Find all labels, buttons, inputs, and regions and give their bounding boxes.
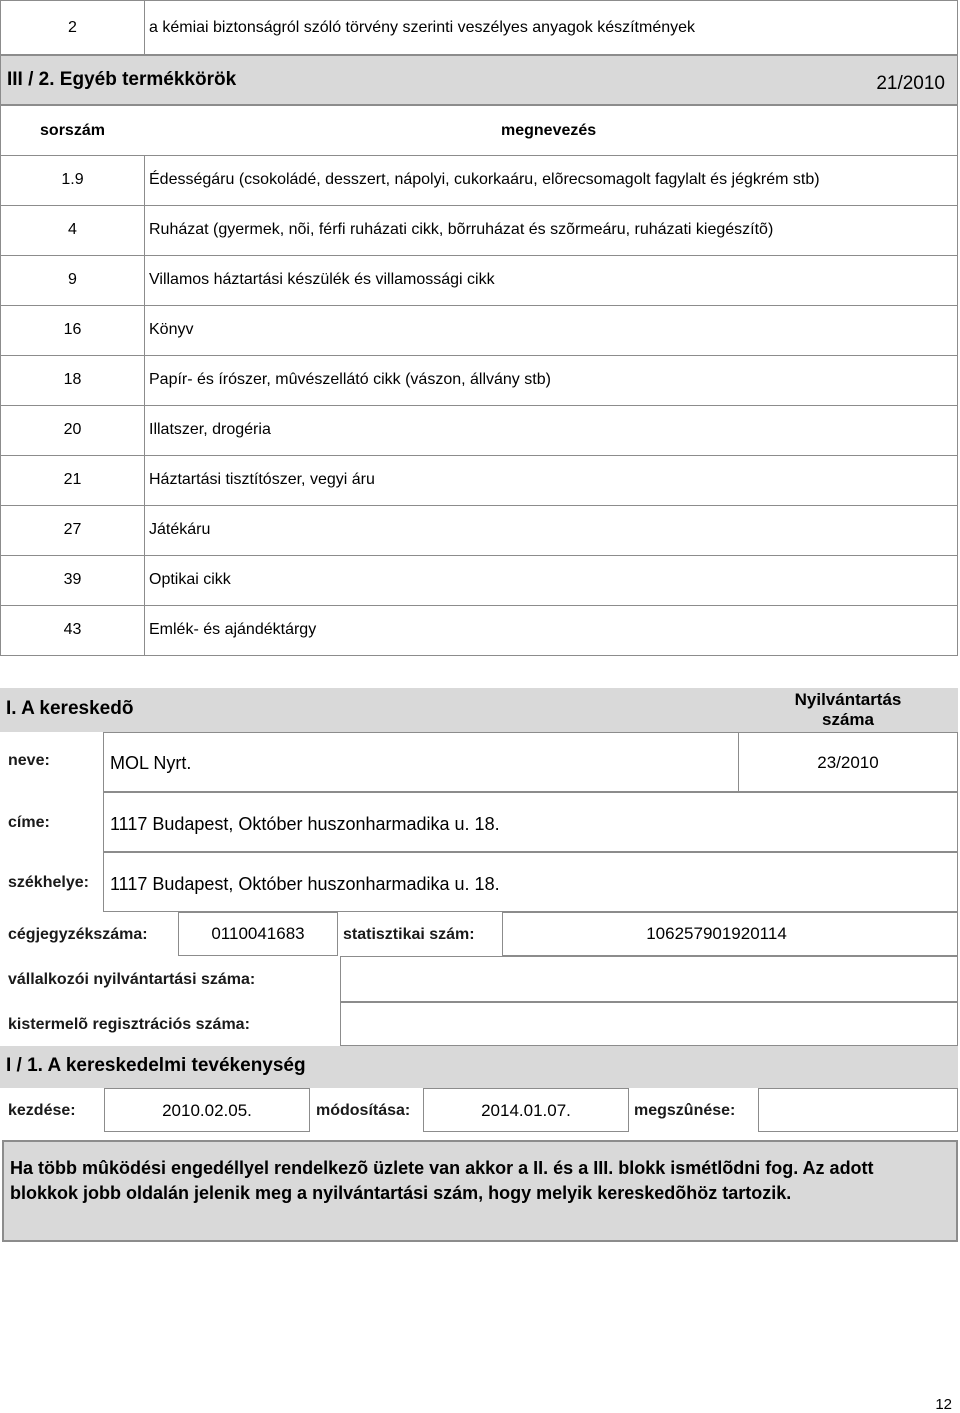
column-header-row [0, 105, 958, 155]
column-header-number: sorszám [40, 122, 105, 139]
product-row-name: Optikai cikk [149, 571, 231, 588]
top-row-number: 2 [68, 19, 77, 36]
product-row-number: 39 [63, 571, 82, 588]
note-text: Ha több mûködési engedéllyel rendelkezõ üzlete van akkor a II. és a III. blokk ismétlõdni fog. Az adott blokkok jobb oldalán jelenik meg a nyilvántartási szám, hogy melyik kereskedõhöz tartozik. [10, 1158, 874, 1203]
name-label: neve: [8, 752, 50, 769]
start-label: kezdése: [8, 1102, 76, 1119]
product-row [0, 455, 958, 506]
section-3-2-reg-number: 21/2010 [876, 73, 945, 94]
product-row-number: 27 [63, 521, 82, 538]
product-row [0, 205, 958, 256]
seat-field [103, 852, 958, 912]
product-row-number: 43 [63, 621, 82, 638]
reg-value: 23/2010 [817, 753, 879, 772]
top-row-text: a kémiai biztonságról szóló törvény szerinti veszélyes anyagok készítmények [149, 19, 696, 36]
stat-field [502, 912, 958, 956]
name-field [103, 732, 739, 792]
address-field [103, 792, 958, 852]
reg-field [738, 732, 958, 792]
product-row [0, 555, 958, 606]
product-row-name: Illatszer, drogéria [149, 421, 271, 438]
modified-label: módosítása: [316, 1102, 411, 1119]
product-row-number: 18 [63, 371, 82, 388]
activity-title: I / 1. A kereskedelmi tevékenység [6, 1055, 306, 1076]
product-row [0, 355, 958, 406]
modified-field [423, 1088, 629, 1132]
company-reg-field [178, 912, 338, 956]
trader-reg-header [738, 688, 958, 732]
stat-label: statisztikai szám: [343, 926, 475, 943]
producer-label: kistermelõ regisztrációs száma: [8, 1016, 250, 1033]
start-field [104, 1088, 310, 1132]
end-label: megszûnése: [634, 1102, 736, 1119]
activity-header [0, 1046, 958, 1088]
trader-reg-header-line1: Nyilvántartás [794, 690, 902, 709]
stat-value: 106257901920114 [646, 924, 787, 943]
name-value: MOL Nyrt. [110, 753, 192, 773]
end-field [758, 1088, 958, 1132]
product-row-divider [144, 606, 145, 655]
product-row-number: 16 [63, 321, 82, 338]
top-row-divider [144, 1, 145, 54]
trader-title: I. A kereskedõ [6, 698, 134, 719]
product-row-divider [144, 156, 145, 205]
product-row-divider [144, 506, 145, 555]
entrepreneur-label: vállalkozói nyilvántartási száma: [8, 971, 256, 988]
product-row [0, 155, 958, 206]
trader-reg-header-line2: száma [822, 710, 874, 729]
product-row-number: 20 [63, 421, 82, 438]
column-header-name: megnevezés [501, 122, 597, 139]
company-reg-label: cégjegyzékszáma: [8, 926, 148, 943]
product-row-name: Ruházat (gyermek, nõi, férfi ruházati cikk, bõrruházat és szõrmeáru, ruházati kiegészítõ) [149, 221, 774, 238]
seat-value: 1117 Budapest, Október huszonharmadika u. 18. [110, 874, 500, 894]
address-value: 1117 Budapest, Október huszonharmadika u. 18. [110, 814, 500, 834]
address-label: címe: [8, 814, 50, 831]
seat-label: székhelye: [8, 874, 89, 891]
product-row-number: 21 [63, 471, 82, 488]
company-reg-value: 0110041683 [211, 924, 305, 943]
product-row [0, 605, 958, 656]
section-3-2-header [0, 55, 958, 105]
entrepreneur-field [340, 956, 958, 1002]
product-row-divider [144, 406, 145, 455]
product-row-divider [144, 356, 145, 405]
section-3-2-title: III / 2. Egyéb termékkörök [7, 69, 237, 90]
product-row-name: Papír- és írószer, mûvészellátó cikk (vászon, állvány stb) [149, 371, 551, 388]
product-row-name: Könyv [149, 321, 194, 338]
product-row-number: 4 [68, 221, 77, 238]
producer-field [340, 1002, 958, 1046]
product-row-name: Játékáru [149, 521, 211, 538]
product-row [0, 405, 958, 456]
product-row-divider [144, 206, 145, 255]
trader-header [0, 688, 738, 732]
product-row-divider [144, 256, 145, 305]
page-number: 12 [935, 1396, 952, 1413]
product-row-divider [144, 556, 145, 605]
top-row [0, 0, 958, 55]
start-value: 2010.02.05. [162, 1101, 252, 1120]
product-row [0, 305, 958, 356]
modified-value: 2014.01.07. [481, 1101, 571, 1120]
product-row [0, 255, 958, 306]
product-row [0, 505, 958, 556]
note-box [2, 1140, 958, 1242]
product-row-number: 9 [68, 271, 77, 288]
product-row-divider [144, 456, 145, 505]
product-row-divider [144, 306, 145, 355]
product-row-name: Édességáru (csokoládé, desszert, nápolyi, cukorkaáru, elõrecsomagolt fagylalt és jégkrém stb) [149, 171, 820, 188]
product-row-name: Háztartási tisztítószer, vegyi áru [149, 471, 375, 488]
product-row-number: 1.9 [61, 171, 84, 188]
product-row-name: Emlék- és ajándéktárgy [149, 621, 317, 638]
product-row-name: Villamos háztartási készülék és villamossági cikk [149, 271, 495, 288]
